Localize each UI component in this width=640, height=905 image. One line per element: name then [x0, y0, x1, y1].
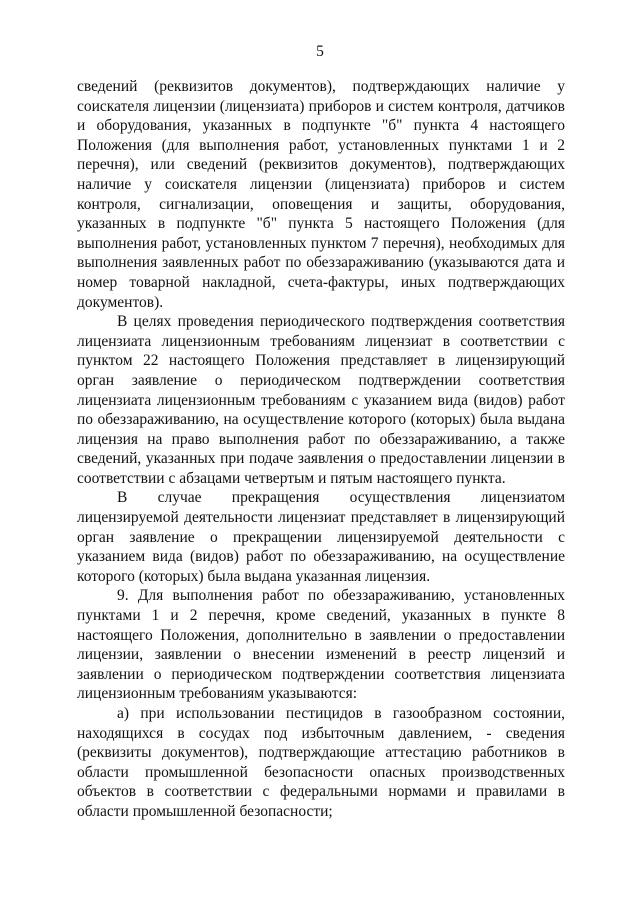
paragraph-termination: В случае прекращения осуществления лицензиатом лицензируемой деятельности лицензиат представляет в лицензирующий орган заявление о прекращении лицензируемой деятельности с указанием вида (видов) работ по обеззараживанию, на осуществление которого (которых) была выдана указанная лицензия.	[77, 489, 565, 585]
paragraph-item-9: 9. Для выполнения работ по обеззараживанию, установленных пунктами 1 и 2 перечня, кроме сведений, указанных в пункте 8 настоящего Положения, дополнительно в заявлении о предоставлении лицензии, заявлении о внесении изменений в реестр лицензий и заявлении о периодическом подтверждении соответствия лицензиата лицензионным требованиям указываются:	[77, 587, 565, 703]
paragraph-periodic-confirmation: В целях проведения периодического подтверждения соответствия лицензиата лицензионным требованиям лицензиат в соответствии с пунктом 22 настоящего Положения представляет в лицензирующий орган заявление о периодическом подтверждении соответствия лицензиата лицензионным требованиям с указанием вида (видов) работ по обеззараживанию, на осуществление которого (которых) была выдана лицензия на право выполнения работ по обеззараживанию, а также сведений, указанных при подаче заявления о предоставлении лицензии в соответствии с абзацами четвертым и пятым настоящего пункта.	[77, 313, 565, 487]
paragraph-continuation: сведений (реквизитов документов), подтверждающих наличие у соискателя лицензии (лицензиата) приборов и систем контроля, датчиков и оборудования, указанных в подпункте "б" пункта 4 настоящего Положения (для выполнения работ, установленных пунктами 1 и 2 перечня), или сведений (реквизитов документов), подтверждающих наличие у соискателя лицензии (лицензиата) приборов и систем контроля, сигнализации, оповещения и защиты, оборудования, указанных в подпункте "б" пункта 5 настоящего Положения (для выполнения работ, установленных пунктом 7 перечня), необходимых для выполнения заявленных работ по обеззараживанию (указываются дата и номер товарной накладной, счета-фактуры, иных подтверждающих документов).	[77, 78, 565, 311]
page-number: 5	[316, 43, 324, 60]
paragraph-subitem-a: а) при использовании пестицидов в газообразном состоянии, находящихся в сосудах под избыточным давлением, - сведения (реквизиты документов), подтверждающие аттестацию работников в области промышленной безопасности опасных производственных объектов в соответствии с федеральными нормами и правилами в области промышленной безопасности;	[77, 705, 565, 820]
document-body	[77, 77, 565, 822]
